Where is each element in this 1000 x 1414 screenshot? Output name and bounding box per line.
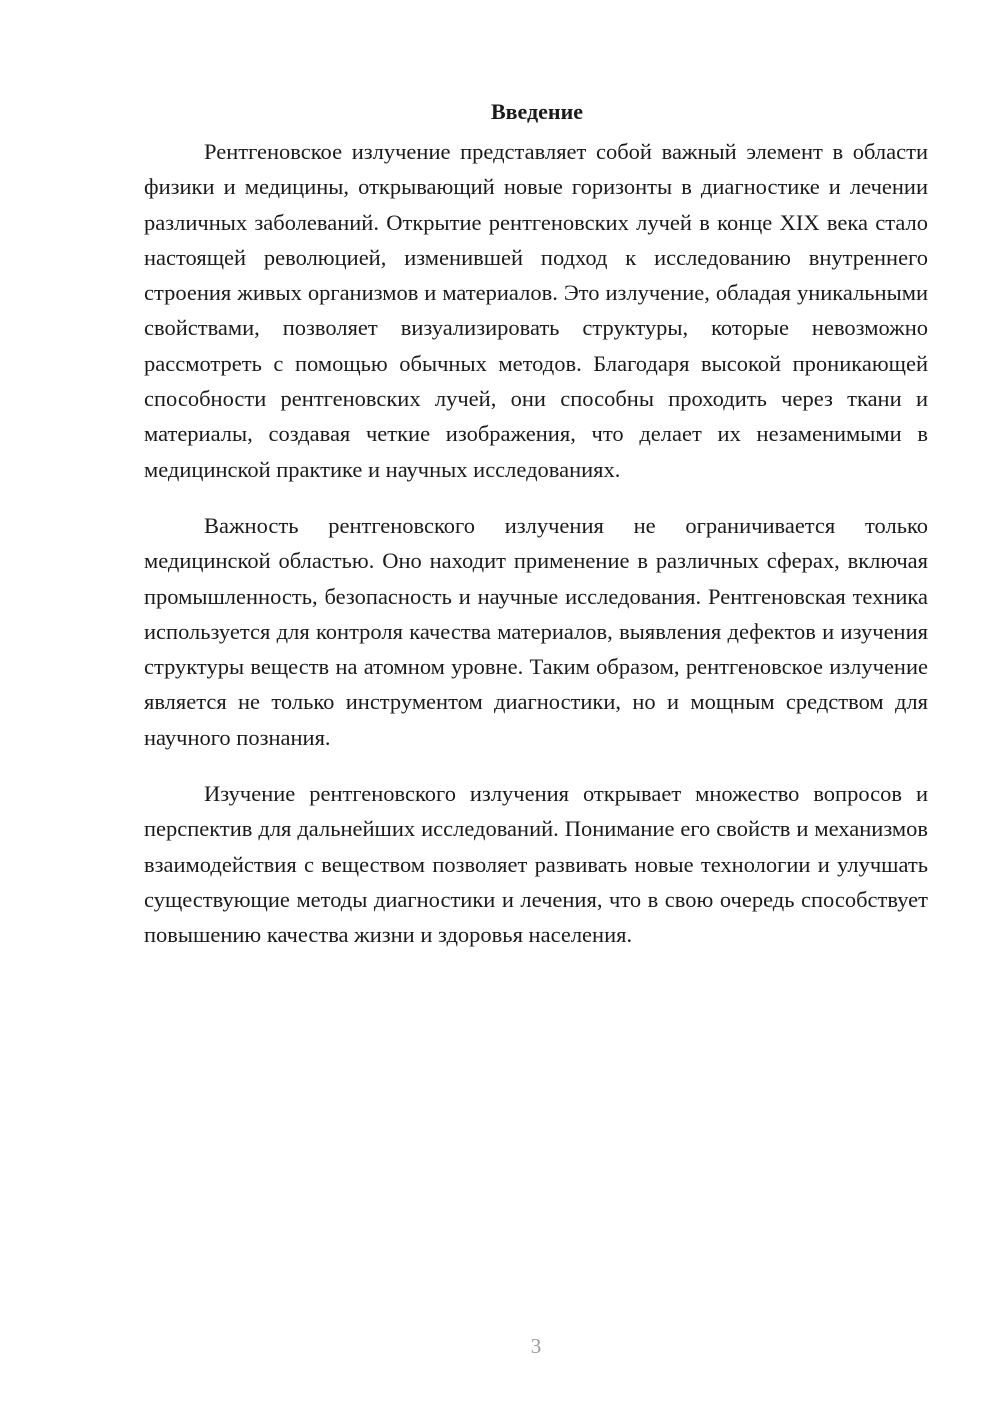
- paragraph-1: Рентгеновское излучение представляет собой важный элемент в области физики и медицины, открывающий новые горизонты в диагностике и лечении различных заболеваний. Открытие рентгеновских лучей в конце XIX века стало настоящей революцией, изменившей подход к исследованию внутреннего строения живых организмов и материалов. Это излучение, обладая уникальными свойствами, позволяет визуализировать структуры, которые невозможно рассмотреть с помощью обычных методов. Благодаря высокой проникающей способности рентгеновских лучей, они способны проходить через ткани и материалы, создавая четкие изображения, что делает их незаменимыми в медицинской практике и научных исследованиях.: [144, 139, 928, 482]
- page-content: [144, 92, 928, 974]
- paragraph-3: Изучение рентгеновского излучения открывает множество вопросов и перспектив для дальнейших исследований. Понимание его свойств и механизмов взаимодействия с веществом позволяет развивать новые технологии и улучшать существующие методы диагностики и лечения, что в свою очередь способствует повышению качества жизни и здоровья населения.: [144, 781, 928, 948]
- paragraph-2: Важность рентгеновского излучения не ограничивается только медицинской областью. Оно находит применение в различных сферах, включая промышленность, безопасность и научные исследования. Рентгеновская техника используется для контроля качества материалов, выявления дефектов и изучения структуры веществ на атомном уровне. Таким образом, рентгеновское излучение является не только инструментом диагностики, но и мощным средством для научного познания.: [144, 512, 928, 750]
- page-number: 3: [530, 1334, 542, 1358]
- section-heading: Введение: [490, 99, 584, 124]
